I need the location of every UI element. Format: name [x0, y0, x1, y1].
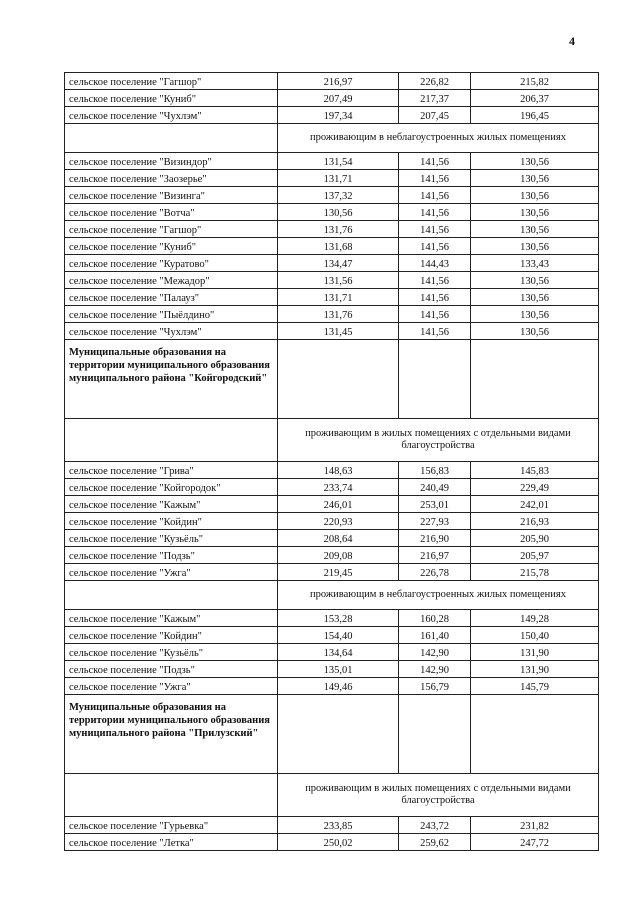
tariff-value-3-cell: 150,40 [471, 627, 599, 644]
settlement-name-cell: сельское поселение "Кузьёль" [65, 644, 278, 661]
empty-cell [65, 124, 278, 153]
tariff-value-2-cell: 144,43 [399, 255, 471, 272]
tariff-value-1-cell: 130,56 [278, 204, 399, 221]
tariff-value-1-cell: 208,64 [278, 530, 399, 547]
settlement-name-cell: сельское поселение "Чухлэм" [65, 107, 278, 124]
empty-cell [65, 774, 278, 817]
tariff-value-1-cell: 207,49 [278, 90, 399, 107]
tariff-value-1-cell: 137,32 [278, 187, 399, 204]
table-row [65, 107, 599, 124]
tariff-value-1-cell: 216,97 [278, 73, 399, 90]
tariff-value-3-cell: 130,56 [471, 187, 599, 204]
table-row [65, 238, 599, 255]
empty-cell [65, 581, 278, 610]
settlement-name-cell: сельское поселение "Ужга" [65, 678, 278, 695]
table-row [65, 323, 599, 340]
tariff-value-3-cell: 145,79 [471, 678, 599, 695]
settlement-name-cell: сельское поселение "Гурьевка" [65, 817, 278, 834]
table-row [65, 547, 599, 564]
settlement-name-cell: сельское поселение "Койдин" [65, 627, 278, 644]
tariff-value-3-cell: 216,93 [471, 513, 599, 530]
tariff-value-3-cell: 130,56 [471, 306, 599, 323]
settlement-name-cell: сельское поселение "Кажым" [65, 496, 278, 513]
tariff-value-1-cell: 131,68 [278, 238, 399, 255]
tariff-table-body [65, 73, 599, 851]
table-row [65, 496, 599, 513]
tariff-value-2-cell: 161,40 [399, 627, 471, 644]
tariff-value-1-cell: 135,01 [278, 661, 399, 678]
table-row [65, 817, 599, 834]
tariff-value-2-cell: 243,72 [399, 817, 471, 834]
tariff-value-3-cell: 231,82 [471, 817, 599, 834]
tariff-value-1-cell: 148,63 [278, 462, 399, 479]
table-row [65, 221, 599, 238]
settlement-name-cell: сельское поселение "Пыёлдино" [65, 306, 278, 323]
tariff-value-1-cell: 131,71 [278, 289, 399, 306]
settlement-name-cell: сельское поселение "Чухлэм" [65, 323, 278, 340]
tariff-value-1-cell: 233,85 [278, 817, 399, 834]
table-row [65, 479, 599, 496]
table-row [65, 564, 599, 581]
settlement-name-cell: сельское поселение "Койдин" [65, 513, 278, 530]
settlement-name-cell: сельское поселение "Койгородок" [65, 479, 278, 496]
tariff-value-3-cell: 247,72 [471, 834, 599, 851]
tariff-value-2-cell: 240,49 [399, 479, 471, 496]
empty-cell [278, 340, 399, 419]
tariff-value-2-cell: 216,97 [399, 547, 471, 564]
tariff-value-1-cell: 131,54 [278, 153, 399, 170]
tariff-value-3-cell: 149,28 [471, 610, 599, 627]
tariff-table [64, 72, 599, 851]
table-row [65, 462, 599, 479]
tariff-value-1-cell: 250,02 [278, 834, 399, 851]
tariff-value-1-cell: 220,93 [278, 513, 399, 530]
settlement-name-cell: сельское поселение "Вотча" [65, 204, 278, 221]
empty-cell [471, 695, 599, 774]
tariff-value-2-cell: 142,90 [399, 644, 471, 661]
tariff-value-2-cell: 253,01 [399, 496, 471, 513]
section-header: проживающим в неблагоустроенных жилых помещениях [278, 581, 599, 610]
tariff-value-3-cell: 131,90 [471, 644, 599, 661]
tariff-value-2-cell: 141,56 [399, 289, 471, 306]
tariff-value-3-cell: 205,90 [471, 530, 599, 547]
tariff-value-3-cell: 130,56 [471, 272, 599, 289]
empty-cell [399, 695, 471, 774]
settlement-name-cell: сельское поселение "Межадор" [65, 272, 278, 289]
tariff-value-3-cell: 131,90 [471, 661, 599, 678]
tariff-value-2-cell: 156,79 [399, 678, 471, 695]
settlement-name-cell: сельское поселение "Грива" [65, 462, 278, 479]
tariff-value-1-cell: 209,08 [278, 547, 399, 564]
section-header: проживающим в неблагоустроенных жилых помещениях [278, 124, 599, 153]
section-header-row [65, 124, 599, 153]
tariff-value-2-cell: 226,78 [399, 564, 471, 581]
page-number: 4 [569, 34, 575, 48]
tariff-value-2-cell: 141,56 [399, 170, 471, 187]
settlement-name-cell: сельское поселение "Ужга" [65, 564, 278, 581]
settlement-name-cell: сельское поселение "Палауз" [65, 289, 278, 306]
tariff-value-2-cell: 216,90 [399, 530, 471, 547]
tariff-value-2-cell: 226,82 [399, 73, 471, 90]
tariff-value-3-cell: 215,82 [471, 73, 599, 90]
empty-cell [471, 340, 599, 419]
settlement-name-cell: сельское поселение "Летка" [65, 834, 278, 851]
tariff-value-3-cell: 242,01 [471, 496, 599, 513]
tariff-value-1-cell: 131,56 [278, 272, 399, 289]
empty-cell [399, 340, 471, 419]
table-row [65, 306, 599, 323]
tariff-value-2-cell: 141,56 [399, 323, 471, 340]
empty-cell [65, 419, 278, 462]
table-row [65, 610, 599, 627]
tariff-value-3-cell: 206,37 [471, 90, 599, 107]
tariff-value-3-cell: 130,56 [471, 153, 599, 170]
tariff-value-2-cell: 156,83 [399, 462, 471, 479]
settlement-name-cell: сельское поселение "Визиндор" [65, 153, 278, 170]
table-row [65, 289, 599, 306]
tariff-value-2-cell: 142,90 [399, 661, 471, 678]
table-row [65, 627, 599, 644]
table-row [65, 272, 599, 289]
group-header-row [65, 695, 599, 774]
settlement-name-cell: сельское поселение "Подзь" [65, 661, 278, 678]
table-row [65, 204, 599, 221]
tariff-value-2-cell: 207,45 [399, 107, 471, 124]
table-row [65, 834, 599, 851]
tariff-value-3-cell: 215,78 [471, 564, 599, 581]
tariff-value-2-cell: 227,93 [399, 513, 471, 530]
tariff-value-2-cell: 141,56 [399, 238, 471, 255]
tariff-value-3-cell: 133,43 [471, 255, 599, 272]
tariff-value-2-cell: 141,56 [399, 221, 471, 238]
section-header-row [65, 774, 599, 817]
tariff-value-2-cell: 141,56 [399, 204, 471, 221]
group-header: Муниципальные образования на территории муниципального образования муниципального района "Койгородский" [65, 340, 278, 419]
settlement-name-cell: сельское поселение "Гагшор" [65, 221, 278, 238]
table-row [65, 153, 599, 170]
tariff-value-1-cell: 246,01 [278, 496, 399, 513]
table-row [65, 73, 599, 90]
tariff-value-1-cell: 131,76 [278, 221, 399, 238]
tariff-value-1-cell: 233,74 [278, 479, 399, 496]
settlement-name-cell: сельское поселение "Заозерье" [65, 170, 278, 187]
tariff-value-1-cell: 149,46 [278, 678, 399, 695]
tariff-value-3-cell: 130,56 [471, 289, 599, 306]
tariff-value-3-cell: 145,83 [471, 462, 599, 479]
section-header-row [65, 581, 599, 610]
tariff-value-2-cell: 141,56 [399, 187, 471, 204]
table-row [65, 170, 599, 187]
tariff-value-1-cell: 219,45 [278, 564, 399, 581]
table-row [65, 678, 599, 695]
empty-cell [278, 695, 399, 774]
tariff-value-1-cell: 131,76 [278, 306, 399, 323]
tariff-value-1-cell: 154,40 [278, 627, 399, 644]
table-row [65, 513, 599, 530]
tariff-value-2-cell: 141,56 [399, 153, 471, 170]
group-header-row [65, 340, 599, 419]
tariff-value-1-cell: 197,34 [278, 107, 399, 124]
tariff-value-2-cell: 217,37 [399, 90, 471, 107]
tariff-value-2-cell: 259,62 [399, 834, 471, 851]
tariff-value-1-cell: 153,28 [278, 610, 399, 627]
table-row [65, 644, 599, 661]
group-header: Муниципальные образования на территории муниципального образования муниципального района "Прилузский" [65, 695, 278, 774]
tariff-value-2-cell: 141,56 [399, 306, 471, 323]
tariff-value-3-cell: 205,97 [471, 547, 599, 564]
settlement-name-cell: сельское поселение "Подзь" [65, 547, 278, 564]
section-header: проживающим в жилых помещениях с отдельными видами благоустройства [278, 419, 599, 462]
table-row [65, 187, 599, 204]
settlement-name-cell: сельское поселение "Куратово" [65, 255, 278, 272]
tariff-value-1-cell: 131,45 [278, 323, 399, 340]
settlement-name-cell: сельское поселение "Куниб" [65, 90, 278, 107]
tariff-value-3-cell: 130,56 [471, 170, 599, 187]
tariff-value-2-cell: 141,56 [399, 272, 471, 289]
tariff-value-1-cell: 131,71 [278, 170, 399, 187]
tariff-value-3-cell: 229,49 [471, 479, 599, 496]
settlement-name-cell: сельское поселение "Кузьёль" [65, 530, 278, 547]
section-header-row [65, 419, 599, 462]
tariff-value-3-cell: 130,56 [471, 221, 599, 238]
tariff-value-2-cell: 160,28 [399, 610, 471, 627]
tariff-value-3-cell: 196,45 [471, 107, 599, 124]
tariff-value-3-cell: 130,56 [471, 204, 599, 221]
table-row [65, 530, 599, 547]
settlement-name-cell: сельское поселение "Визинга" [65, 187, 278, 204]
tariff-value-3-cell: 130,56 [471, 238, 599, 255]
settlement-name-cell: сельское поселение "Гагшор" [65, 73, 278, 90]
tariff-value-1-cell: 134,64 [278, 644, 399, 661]
section-header: проживающим в жилых помещениях с отдельными видами благоустройства [278, 774, 599, 817]
settlement-name-cell: сельское поселение "Кажым" [65, 610, 278, 627]
table-row [65, 661, 599, 678]
table-row [65, 255, 599, 272]
tariff-value-3-cell: 130,56 [471, 323, 599, 340]
table-row [65, 90, 599, 107]
settlement-name-cell: сельское поселение "Куниб" [65, 238, 278, 255]
tariff-value-1-cell: 134,47 [278, 255, 399, 272]
